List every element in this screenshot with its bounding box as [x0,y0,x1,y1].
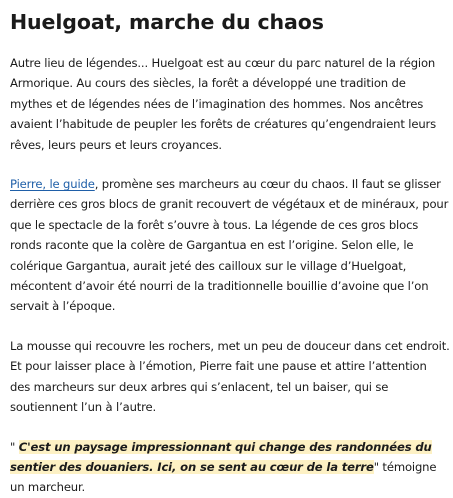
paragraph-quote [10,437,450,498]
paragraph-intro: Autre lieu de légendes... Huelgoat est au cœur du parc naturel de la région Armorique. Au cours des siècles, la forêt a développé une tradition de mythes et de légendes nées de l’imagination des hommes. Nos ancêtres avaient l’habitude de peupler les forêts de créatures qu’engendraient leurs rêves, leurs peurs et leurs croyances. [10,56,437,152]
article [10,0,450,498]
quote-open-mark: " [10,439,19,454]
article-title: Huelgoat, marche du chaos [10,10,324,34]
highlighted-quote: C'est un paysage impressionnant qui change des randonnées du sentier des douaniers. Ici, on se sent au cœur de la terre [10,439,432,474]
paragraph-guide-text: , promène ses marcheurs au cœur du chaos. Il faut se glisser derrière ces gros blocs de granit recouvert de végétaux et de minéraux, pour que le spectacle de la forêt s’ouvre à tous. La légende de ces gros blocs ronds raconte que la colère de Gargantua en est l’origine. Selon elle, le colérique Gargantua, aurait jeté des cailloux sur le village d’Huelgoat, mécontent d’avoir été nourri de la traditionnelle bouillie d’avoine que l’on servait à l’époque. [10,177,449,314]
paragraph-guide [10,174,450,317]
paragraph-moss: La mousse qui recouvre les rochers, met un peu de douceur dans cet endroit. Et pour laisser place à l’émotion, Pierre fait une pause et attire l’attention des marcheurs sur deux arbres qui s’enlacent, tel un baiser, qui se soutiennent l’un à l’autre. [10,338,450,415]
quote-attribution: " témoigne un marcheur. [10,459,437,495]
guide-link[interactable]: Pierre, le guide [10,177,95,192]
